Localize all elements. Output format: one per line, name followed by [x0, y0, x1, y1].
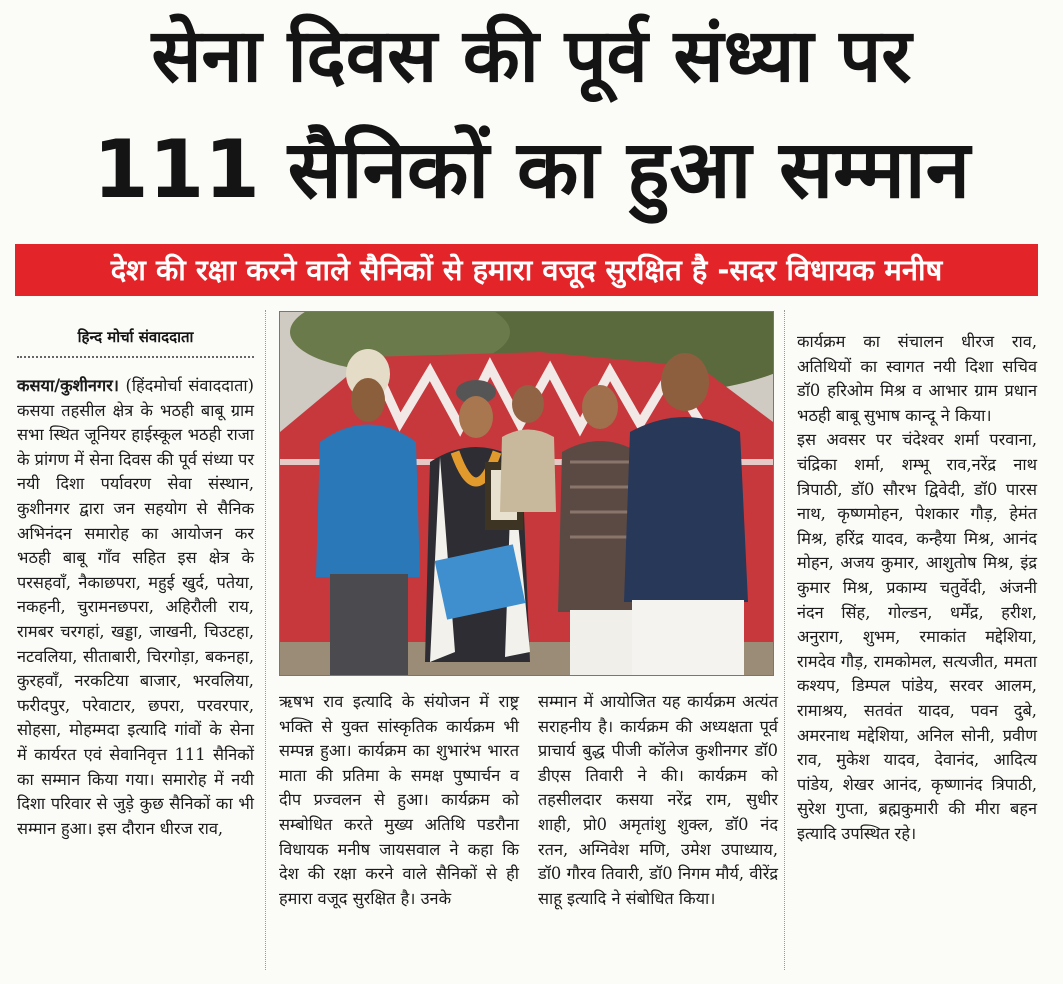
article-column-4 [797, 330, 1037, 846]
column-1-paragraph [17, 374, 254, 841]
article-column-2 [279, 690, 519, 911]
column-1-text: (हिंदमोर्चा संवाददाता) कसया तहसील क्षेत्र के भठही बाबू ग्राम सभा स्थित जूनियर हाईस्कूल भठही राजा के प्रांगण में सेना दिवस की पूर्व संध्या पर नयी दिशा पर्यावरण सेवा संस्थान, कुशीनगर द्वारा जन सहयोग से सैनिक अभिनंदन समारोह का आयोजन कर भठही बाबू गाँव सहित इस क्षेत्र के परसहवाँ, नैकाछपरा, महुई खुर्द, पतेया, नकहनी, चुरामनछपरा, अहिरौली राय, रामबर चरगहां, खड्डा, जाखनी, चिउटहा, नटवलिया, सीताबारी, चिरगोड़ा, बकनहा, कुरहवाँ, नरकटिया बाजार, भरवलिया, फरीदपुर, परेवाटार, छपरा, परवरपार, सोहसा, मोहम्मदा इत्यादि गांवों के सेना में कार्यरत एवं सेवानिवृत्त 111 सैनिकों का सम्मान किया गया। समारोह में नयी दिशा परिवार से जुड़े कुछ सैनिकों का भी सम्मान हुआ। इस दौरान धीरज राव, [17, 376, 254, 838]
column-4-paragraph-1: कार्यक्रम का संचालन धीरज राव, अतिथियों का स्वागत नयी दिशा सचिव डॉ0 हरिओम मिश्र व आभार ग्राम प्रधान भठही बाबू सुभाष कान्दू ने किया। [797, 332, 1037, 425]
headline-line-1: सेना दिवस की पूर्व संध्या पर [151, 13, 912, 99]
column-3-paragraph: सम्मान में आयोजित यह कार्यक्रम अत्यंत सराहनीय है। कार्यक्रम की अध्यक्षता पूर्व प्राचार्य बुद्ध पीजी कॉलेज कुशीनगर डॉ0 डीएस तिवारी ने की। कार्यक्रम को तहसीलदार कसया नरेंद्र राम, सुधीर शाही, प्रो0 अमृतांशु शुक्ल, डॉ0 नंद रतन, अग्निवेश मणि, उमेश उपाध्याय, डॉ0 गौरव तिवारी, डॉ0 निगम मौर्य, वीरेंद्र साहू इत्यादि ने संबोधित किया। [538, 692, 778, 908]
subheadline-banner: देश की रक्षा करने वाले सैनिकों से हमारा वजूद सुरक्षित है -सदर विधायक मनीष [15, 244, 1038, 296]
column-divider [784, 310, 785, 970]
event-photo-illustration [280, 312, 773, 675]
headline-line-2: 111 सैनिकों का हुआ सम्मान [92, 123, 971, 216]
byline [17, 322, 254, 358]
column-divider [265, 310, 266, 970]
dateline: कसया/कुशीनगर। [17, 376, 119, 395]
byline-text: हिन्द मोर्चा संवाददाता [77, 328, 194, 346]
column-2-paragraph: ऋषभ राव इत्यादि के संयोजन में राष्ट्र भक्ति से युक्त सांस्कृतिक कार्यक्रम भी सम्पन्न हुआ। कार्यक्रम का शुभारंभ भारत माता की प्रतिमा के समक्ष पुष्पार्चन व दीप प्रज्वलन से हुआ। कार्यक्रम को सम्बोधित करते मुख्य अतिथि पडरौना विधायक मनीष जायसवाल ने कहा कि देश की रक्षा करने वाले सैनिकों से ही हमारा वजूद सुरक्षित है। उनके [279, 692, 519, 908]
article-column-3 [538, 690, 778, 911]
article-column-1 [17, 374, 254, 841]
event-photo [279, 311, 774, 676]
column-4-paragraph-2: इस अवसर पर चंदेश्वर शर्मा परवाना, चंद्रिका शर्मा, शम्भू राव,नरेंद्र नाथ त्रिपाठी, डॉ0 सौरभ द्विवेदी, डॉ0 पारस नाथ, कृष्णमोहन, पेशकार गौड़, हेमंत मिश्र, हरिंद्र यादव, कन्हैया मिश्र, आनंद मोहन, अजय कुमार, आशुतोष मिश्र, इंद्र कुमार मिश्र, प्रकाम्य चतुर्वेदी, अंजनी नंदन सिंह, गोल्डन, धर्मेंद्र, हरीश, अनुराग, शुभम, रमाकांत मद्देशिया, रामदेव गौड़, रामकोमल, सत्यजीत, ममता कश्यप, डिम्पल पांडेय, सरवर आलम, रामाश्रय, सतवंत यादव, पवन दुबे, अमरनाथ मद्देशिया, अनिल सोनी, प्रवीण राव, मुकेश यादव, देवानंद, आदित्य पांडेय, शेखर आनंद, कृष्णानंद त्रिपाठी, सुरेश गुप्ता, ब्रह्मकुमारी की मीरा बहन इत्यादि उपस्थित रहे। [797, 430, 1037, 843]
